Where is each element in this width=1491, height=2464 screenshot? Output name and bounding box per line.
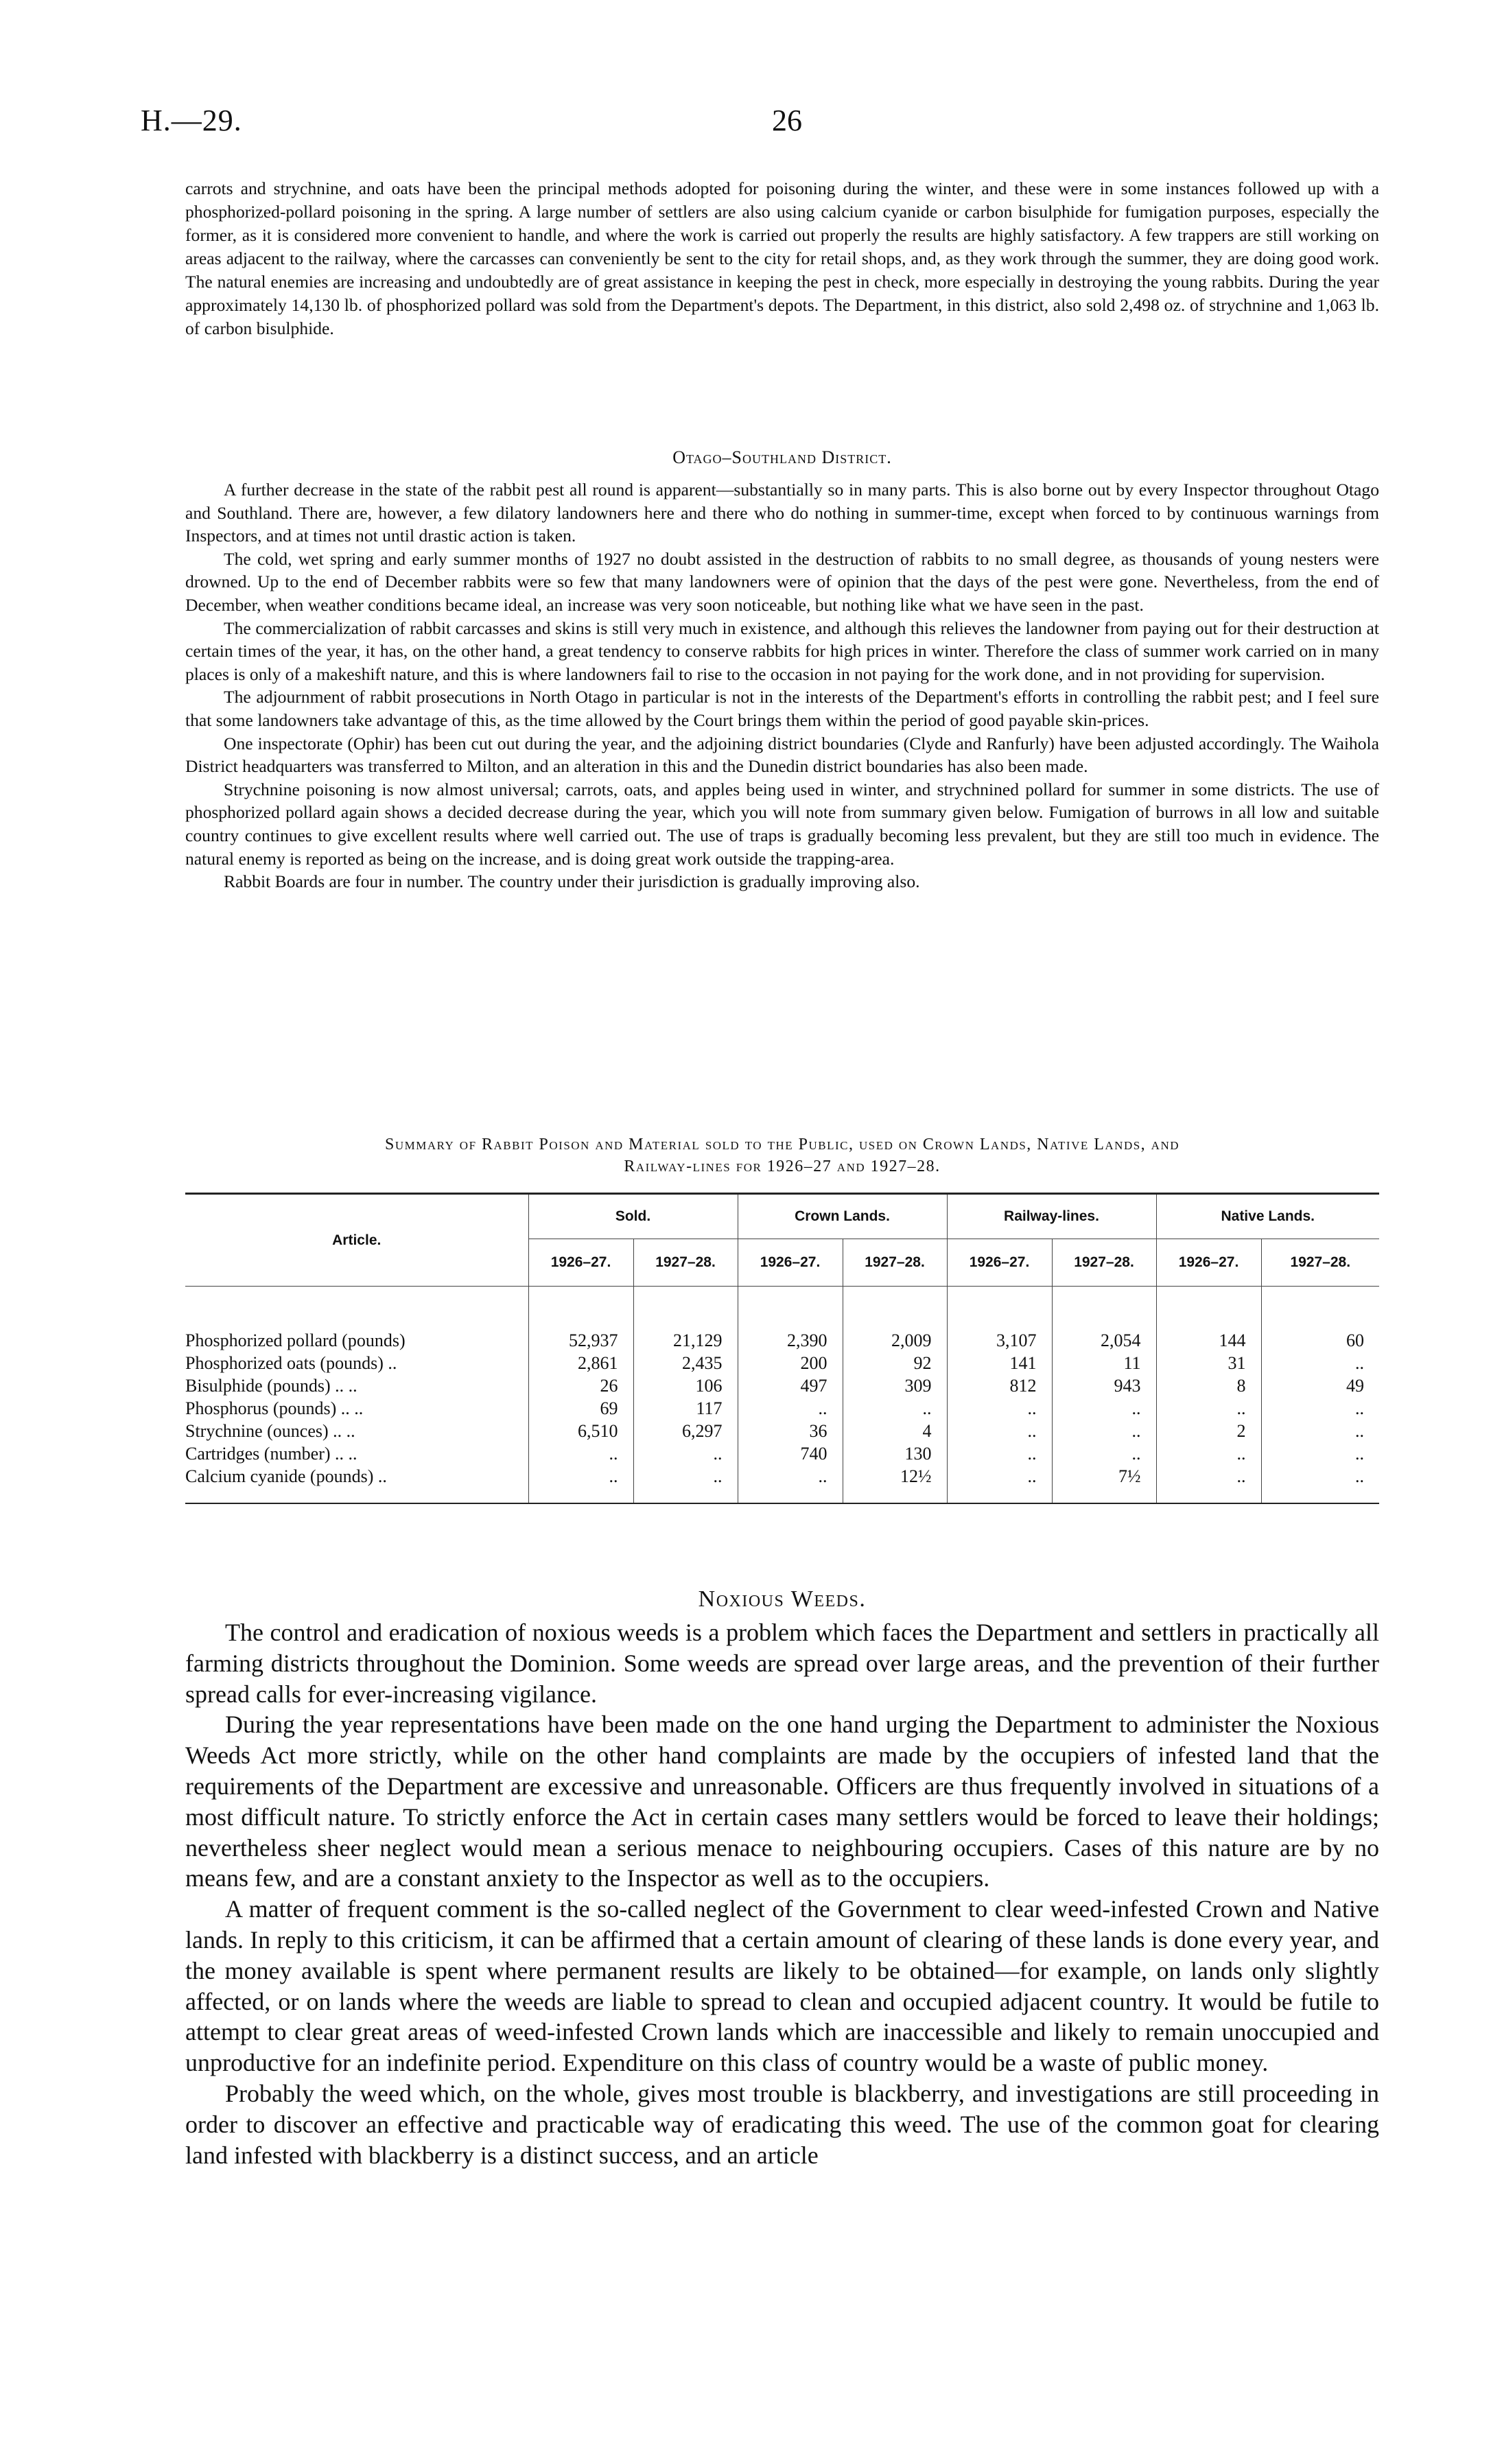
table-row bbox=[185, 1420, 1379, 1442]
article-cell: Strychnine (ounces) .. .. bbox=[185, 1421, 355, 1441]
page-number: 26 bbox=[772, 104, 802, 137]
district-text bbox=[185, 478, 1379, 893]
table-row bbox=[185, 1465, 1379, 1503]
value-cell: 92 bbox=[843, 1352, 947, 1374]
article-cell: Calcium cyanide (pounds) .. bbox=[185, 1465, 528, 1503]
value-cell: 2 bbox=[1156, 1420, 1261, 1442]
weeds-heading: Noxious Weeds. bbox=[698, 1586, 867, 1612]
group-header: Railway-lines. bbox=[947, 1194, 1156, 1239]
value-cell: .. bbox=[528, 1465, 633, 1503]
table-row bbox=[185, 1374, 1379, 1397]
article-cell: Phosphorized oats (pounds) .. bbox=[185, 1353, 397, 1373]
group-header: Sold. bbox=[528, 1194, 738, 1239]
paragraph: Strychnine poisoning is now almost universal; carrots, oats, and apples being used in winter, and strychnined pollard for summer in some districts. The use of phosphorized pollard again shows a decided decrease during the year, which you will note from summary given below. Fumigation of burrows in all low and suitable country continues to give excellent results where well carried out. The use of traps is gradually becoming less prevalent, but they are still too much in evidence. The natural enemy is reported as being on the increase, and is doing great work outside the trapping-area. bbox=[185, 779, 1379, 869]
value-cell: .. bbox=[1156, 1397, 1261, 1420]
paragraph: The adjournment of rabbit prosecutions in North Otago in particular is not in the interests of the Department's efforts in controlling the rabbit pest; and I feel sure that some landowners take advantage of this, as the time allowed by the Court brings them within the period of good payable skin-prices. bbox=[185, 687, 1379, 730]
year-header: 1927–28. bbox=[843, 1239, 947, 1287]
table-row bbox=[185, 1397, 1379, 1420]
value-cell: 26 bbox=[528, 1374, 633, 1397]
article-cell: Phosphorus (pounds) .. .. bbox=[185, 1398, 364, 1418]
year-header: 1927–28. bbox=[1261, 1239, 1379, 1287]
value-cell: 60 bbox=[1261, 1287, 1379, 1352]
article-cell: Phosphorized pollard (pounds) bbox=[185, 1330, 406, 1350]
value-cell: 69 bbox=[528, 1397, 633, 1420]
value-cell: .. bbox=[1156, 1442, 1261, 1465]
value-cell: 2,861 bbox=[528, 1352, 633, 1374]
value-cell: 3,107 bbox=[947, 1287, 1052, 1352]
value-cell: 141 bbox=[947, 1352, 1052, 1374]
weeds-text bbox=[185, 1617, 1379, 2170]
value-cell: .. bbox=[1261, 1420, 1379, 1442]
paragraph: A further decrease in the state of the rabbit pest all round is apparent—substantially so in many parts. This is also borne out by every Inspector throughout Otago and Southland. There are, however, a few dilatory landowners here and there who do nothing in summer-time, except when forced to by continuous warnings from Inspectors, and at times not until drastic action is taken. bbox=[185, 480, 1379, 546]
paragraph: Probably the weed which, on the whole, gives most trouble is blackberry, and investigations are still proceeding in order to discover an effective and practicable way of eradicating this weed. The use of the common goat for clearing land infested with blackberry is a distinct success, and an article bbox=[185, 2079, 1379, 2169]
value-cell: 2,390 bbox=[738, 1287, 843, 1352]
value-cell: 497 bbox=[738, 1374, 843, 1397]
value-cell: .. bbox=[947, 1465, 1052, 1503]
value-cell: 49 bbox=[1261, 1374, 1379, 1397]
value-cell: .. bbox=[947, 1397, 1052, 1420]
value-cell: .. bbox=[1261, 1442, 1379, 1465]
value-cell: 144 bbox=[1156, 1287, 1261, 1352]
value-cell: 130 bbox=[843, 1442, 947, 1465]
value-cell: 106 bbox=[633, 1374, 738, 1397]
value-cell: 117 bbox=[633, 1397, 738, 1420]
intro-text bbox=[185, 177, 1379, 340]
value-cell: .. bbox=[1052, 1442, 1156, 1465]
value-cell: .. bbox=[843, 1397, 947, 1420]
value-cell: 2,009 bbox=[843, 1287, 947, 1352]
value-cell: .. bbox=[528, 1442, 633, 1465]
paragraph: During the year representations have been made on the one hand urging the Department to administer the Noxious Weeds Act more strictly, while on the other hand complaints are made by the occupiers of infested land that the requirements of the Department are excessive and unreasonable. Officers are thus frequently involved in situations of a most difficult nature. To strictly enforce the Act in certain cases many settlers would be forced to leave their holdings; nevertheless sheer neglect would mean a serious menace to neighbouring occupiers. Cases of this nature are by no means few, and are a constant anxiety to the Inspector as well as to the occupiers. bbox=[185, 1711, 1379, 1892]
value-cell: 36 bbox=[738, 1420, 843, 1442]
group-header: Native Lands. bbox=[1156, 1194, 1379, 1239]
value-cell: 21,129 bbox=[633, 1287, 738, 1352]
value-cell: 2,054 bbox=[1052, 1287, 1156, 1352]
report-reference: H.—29. bbox=[141, 104, 242, 137]
table-title bbox=[185, 1134, 1379, 1177]
paragraph: A matter of frequent comment is the so-called neglect of the Government to clear weed-infested Crown and Native lands. In reply to this criticism, it can be affirmed that a certain amount of clearing of these lands is done every year, and the money available is spent where permanent results are likely to be obtained—for example, on lands only slightly affected, or on lands where the weeds are liable to spread to clean and occupied adjacent country. It would be futile to attempt to clear great areas of weed-infested Crown lands which are inaccessible and likely to remain unoccupied and unproductive for an indefinite period. Expenditure on this class of country would be a waste of public money. bbox=[185, 1895, 1379, 2077]
table-row bbox=[185, 1287, 1379, 1352]
value-cell: 8 bbox=[1156, 1374, 1261, 1397]
group-header: Crown Lands. bbox=[738, 1194, 947, 1239]
value-cell: .. bbox=[633, 1442, 738, 1465]
table-row bbox=[185, 1442, 1379, 1465]
value-cell: 7½ bbox=[1052, 1465, 1156, 1503]
value-cell: .. bbox=[1156, 1465, 1261, 1503]
article-header: Article. bbox=[185, 1194, 528, 1287]
value-cell: 52,937 bbox=[528, 1287, 633, 1352]
value-cell: 6,510 bbox=[528, 1420, 633, 1442]
value-cell: 812 bbox=[947, 1374, 1052, 1397]
value-cell: 200 bbox=[738, 1352, 843, 1374]
article-cell: Cartridges (number) .. .. bbox=[185, 1444, 357, 1464]
value-cell: .. bbox=[738, 1397, 843, 1420]
value-cell: .. bbox=[738, 1465, 843, 1503]
value-cell: 31 bbox=[1156, 1352, 1261, 1374]
value-cell: .. bbox=[1052, 1420, 1156, 1442]
year-header: 1927–28. bbox=[1052, 1239, 1156, 1287]
paragraph: The cold, wet spring and early summer months of 1927 no doubt assisted in the destruction of rabbits to no small degree, as thousands of young nesters were drowned. Up to the end of December rabbits were so few that many landowners were of opinion that the days of the pest were gone. Nevertheless, from the end of December, when weather conditions became ideal, an increase was very soon noticeable, but nothing like what we have seen in the past. bbox=[185, 548, 1379, 615]
table-row bbox=[185, 1352, 1379, 1374]
value-cell: .. bbox=[947, 1420, 1052, 1442]
year-header: 1926–27. bbox=[1156, 1239, 1261, 1287]
paragraph: carrots and strychnine, and oats have been the principal methods adopted for poisoning during the winter, and these were in some instances followed up with a phosphorized-pollard poisoning in the spring. A large number of settlers are also using calcium cyanide or carbon bisulphide for fumigation purposes, especially the former, as it is considered more convenient to handle, and where the work is carried out properly the results are highly satisfactory. A few trappers are still working on areas adjacent to the railway, where the carcasses can conveniently be sent to the city for retail shops, and, as they work through the summer, they are doing good work. The natural enemies are increasing and undoubtedly are of great assistance in keeping the pest in check, more especially in destroying the young rabbits. During the year approximately 14,130 lb. of phosphorized pollard was sold from the Department's depots. The Department, in this district, also sold 2,498 oz. of strychnine and 1,063 lb. of carbon bisulphide. bbox=[185, 178, 1379, 338]
value-cell: .. bbox=[1261, 1352, 1379, 1374]
table-title-line: Railway-lines for 1926–27 and 1927–28. bbox=[624, 1158, 941, 1175]
value-cell: 740 bbox=[738, 1442, 843, 1465]
value-cell: 309 bbox=[843, 1374, 947, 1397]
year-header: 1927–28. bbox=[633, 1239, 738, 1287]
year-header: 1926–27. bbox=[528, 1239, 633, 1287]
value-cell: 4 bbox=[843, 1420, 947, 1442]
district-heading: Otago–Southland District. bbox=[672, 447, 892, 467]
summary-table bbox=[185, 1193, 1379, 1504]
value-cell: 6,297 bbox=[633, 1420, 738, 1442]
paragraph: The commercialization of rabbit carcasses and skins is still very much in existence, and although this relieves the landowner from paying out for their destruction at certain times of the year, it has, on the other hand, a great tendency to conserve rabbits for high prices in winter. Therefore the class of summer work carried on in many places is only of a makeshift nature, and this is where landowners fail to rise to the occasion in not paying for the work done, and in not providing for supervision. bbox=[185, 618, 1379, 684]
paragraph: One inspectorate (Ophir) has been cut out during the year, and the adjoining district boundaries (Clyde and Ranfurly) have been adjusted accordingly. The Waihola District headquarters was transferred to Milton, and an alteration in this and the Dunedin district boundaries has also been made. bbox=[185, 733, 1379, 777]
value-cell: .. bbox=[1261, 1465, 1379, 1503]
article-cell: Bisulphide (pounds) .. .. bbox=[185, 1376, 357, 1396]
year-header: 1926–27. bbox=[947, 1239, 1052, 1287]
value-cell: 12½ bbox=[843, 1465, 947, 1503]
table-title-line: Summary of Rabbit Poison and Material sold to the Public, used on Crown Lands, Native Lands, and bbox=[384, 1136, 1180, 1153]
value-cell: 2,435 bbox=[633, 1352, 738, 1374]
paragraph: Rabbit Boards are four in number. The country under their jurisdiction is gradually improving also. bbox=[224, 871, 920, 892]
year-header: 1926–27. bbox=[738, 1239, 843, 1287]
value-cell: .. bbox=[1052, 1397, 1156, 1420]
paragraph: The control and eradication of noxious weeds is a problem which faces the Department and settlers in practically all farming districts throughout the Dominion. Some weeds are spread over large areas, and the prevention of their further spread calls for ever-increasing vigilance. bbox=[185, 1619, 1379, 1708]
value-cell: .. bbox=[1261, 1397, 1379, 1420]
value-cell: .. bbox=[947, 1442, 1052, 1465]
value-cell: .. bbox=[633, 1465, 738, 1503]
value-cell: 11 bbox=[1052, 1352, 1156, 1374]
value-cell: 943 bbox=[1052, 1374, 1156, 1397]
page-header bbox=[141, 103, 1376, 144]
